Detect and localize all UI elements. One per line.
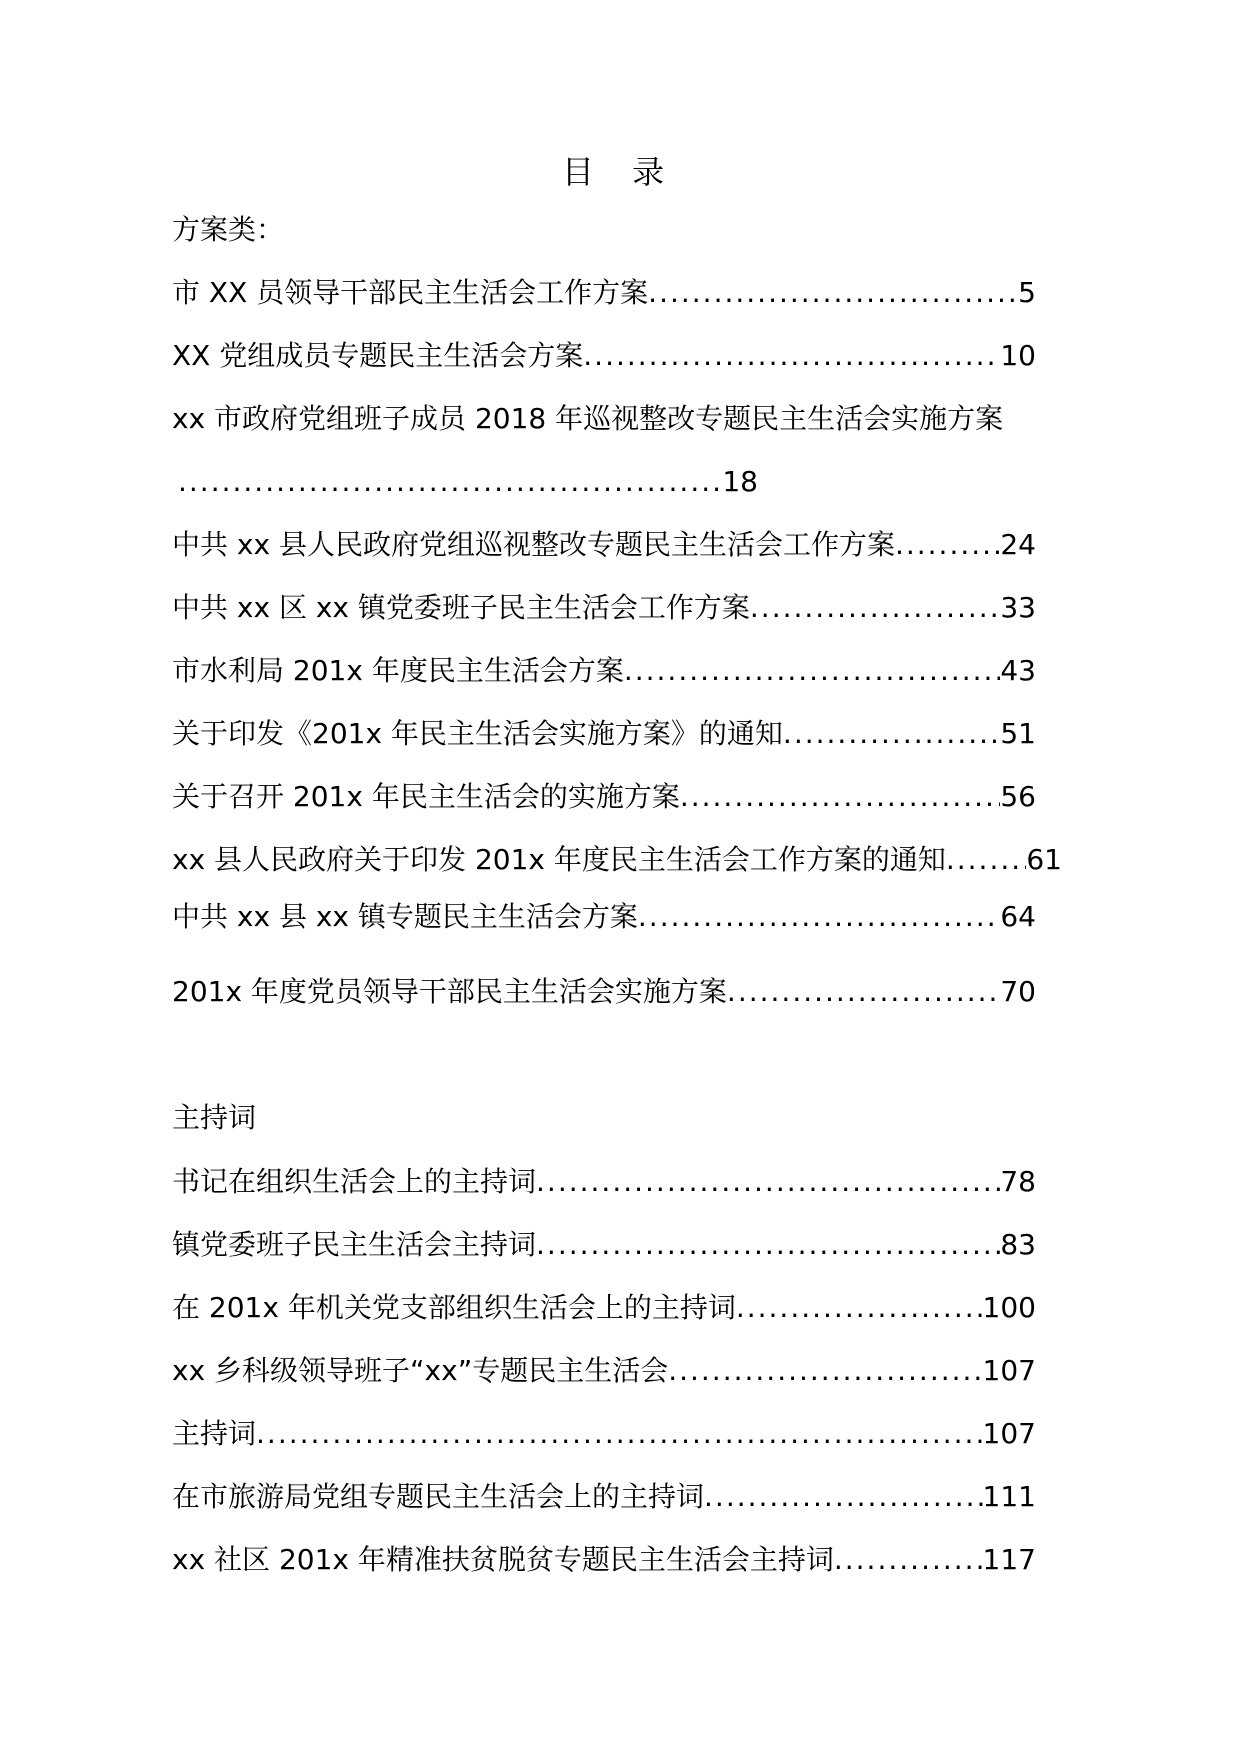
dot-leader [946, 840, 1027, 880]
toc-entry-title: XX 党组成员专题民主生活会方案 [172, 339, 584, 372]
toc-entry-title: 镇党委班子民主生活会主持词 [172, 1228, 537, 1261]
toc-entry-page: 78 [1000, 1165, 1036, 1198]
toc-entry-title: 关于召开 201x 年民主生活会的实施方案 [172, 780, 680, 813]
dot-leader [834, 1540, 983, 1580]
toc-entry[interactable] [172, 651, 1036, 691]
toc-entry[interactable] [172, 525, 1036, 565]
dot-leader [536, 1225, 1000, 1265]
dot-leader [680, 777, 1001, 817]
toc-entry-page: 117 [982, 1543, 1036, 1576]
toc-entry-title: 中共 xx 区 xx 镇党委班子民主生活会工作方案 [172, 591, 750, 624]
toc-entry[interactable] [172, 1288, 1036, 1328]
toc-entry[interactable] [172, 972, 1036, 1012]
page-title: 目 录 [561, 153, 679, 191]
toc-entry-page: 100 [982, 1291, 1036, 1324]
dot-leader [736, 1288, 983, 1328]
toc-entry[interactable] [172, 1351, 1036, 1391]
toc-entry-page: 56 [1000, 780, 1036, 813]
dot-leader [727, 972, 1000, 1012]
toc-entry-page: 10 [1000, 339, 1036, 372]
section-heading-plans: 方案类： [172, 213, 285, 246]
toc-entry-page: 5 [1018, 276, 1036, 309]
toc-entry-page: 64 [1000, 900, 1036, 933]
toc-entry[interactable] [172, 1477, 1036, 1517]
dot-leader [750, 588, 1000, 628]
toc-entry[interactable] [172, 1414, 1036, 1454]
toc-entry[interactable] [172, 1540, 1036, 1580]
toc-entry-continuation[interactable] [178, 462, 758, 502]
toc-entry-title: xx 社区 201x 年精准扶贫脱贫专题民主生活会主持词 [172, 1543, 834, 1576]
toc-entry-page: 83 [1000, 1228, 1036, 1261]
toc-entry-title: 201x 年度党员领导干部民主生活会实施方案 [172, 975, 727, 1008]
toc-entry[interactable] [172, 1162, 1036, 1202]
toc-entry[interactable] [172, 273, 1036, 313]
toc-entry-title-wrapped[interactable]: xx 市政府党组班子成员 2018 年巡视整改专题民主生活会实施方案 [172, 402, 1004, 435]
toc-entry-page: 70 [1000, 975, 1036, 1008]
dot-leader [256, 1414, 983, 1454]
section-heading-host-speech: 主持词 [172, 1101, 257, 1134]
toc-entry-title: 中共 xx 县人民政府党组巡视整改专题民主生活会工作方案 [172, 528, 895, 561]
toc-entry[interactable] [172, 336, 1036, 376]
dot-leader [648, 273, 1018, 313]
toc-entry-title: 中共 xx 县 xx 镇专题民主生活会方案 [172, 900, 638, 933]
toc-entry-title: 关于印发《201x 年民主生活会实施方案》的通知 [172, 717, 783, 750]
toc-entry-title: 书记在组织生活会上的主持词 [172, 1165, 537, 1198]
dot-leader [704, 1477, 983, 1517]
toc-entry-page: 43 [1000, 654, 1036, 687]
toc-entry[interactable] [172, 777, 1036, 817]
toc-entry[interactable] [172, 840, 1062, 880]
toc-entry-page: 61 [1026, 843, 1062, 876]
toc-entry-page: 111 [982, 1480, 1036, 1513]
toc-entry-page: 107 [982, 1354, 1036, 1387]
toc-entry[interactable] [172, 714, 1036, 754]
toc-entry[interactable] [172, 897, 1036, 937]
toc-entry[interactable] [172, 588, 1036, 628]
dot-leader [783, 714, 1000, 754]
dot-leader [178, 462, 722, 502]
dot-leader [536, 1162, 1000, 1202]
toc-entry-title: 在 201x 年机关党支部组织生活会上的主持词 [172, 1291, 736, 1324]
toc-entry-page: 51 [1000, 717, 1036, 750]
dot-leader [583, 336, 1000, 376]
dot-leader [624, 651, 1001, 691]
toc-entry-title: 在市旅游局党组专题民主生活会上的主持词 [172, 1480, 705, 1513]
toc-entry-title: xx 县人民政府关于印发 201x 年度民主生活会工作方案的通知 [172, 843, 946, 876]
toc-entry-page: 18 [722, 465, 758, 498]
toc-entry-title: xx 乡科级领导班子“xx”专题民主生活会 [172, 1354, 669, 1387]
toc-entry-page: 33 [1000, 591, 1036, 624]
toc-entry-title: 市 XX 员领导干部民主生活会工作方案 [172, 276, 649, 309]
toc-entry-page: 107 [982, 1417, 1036, 1450]
toc-entry-title: 市水利局 201x 年度民主生活会方案 [172, 654, 624, 687]
toc-entry-title: 主持词 [172, 1417, 257, 1450]
dot-leader [668, 1351, 982, 1391]
toc-entry-page: 24 [1000, 528, 1036, 561]
toc-entry[interactable] [172, 1225, 1036, 1265]
dot-leader [895, 525, 1000, 565]
dot-leader [638, 897, 1000, 937]
